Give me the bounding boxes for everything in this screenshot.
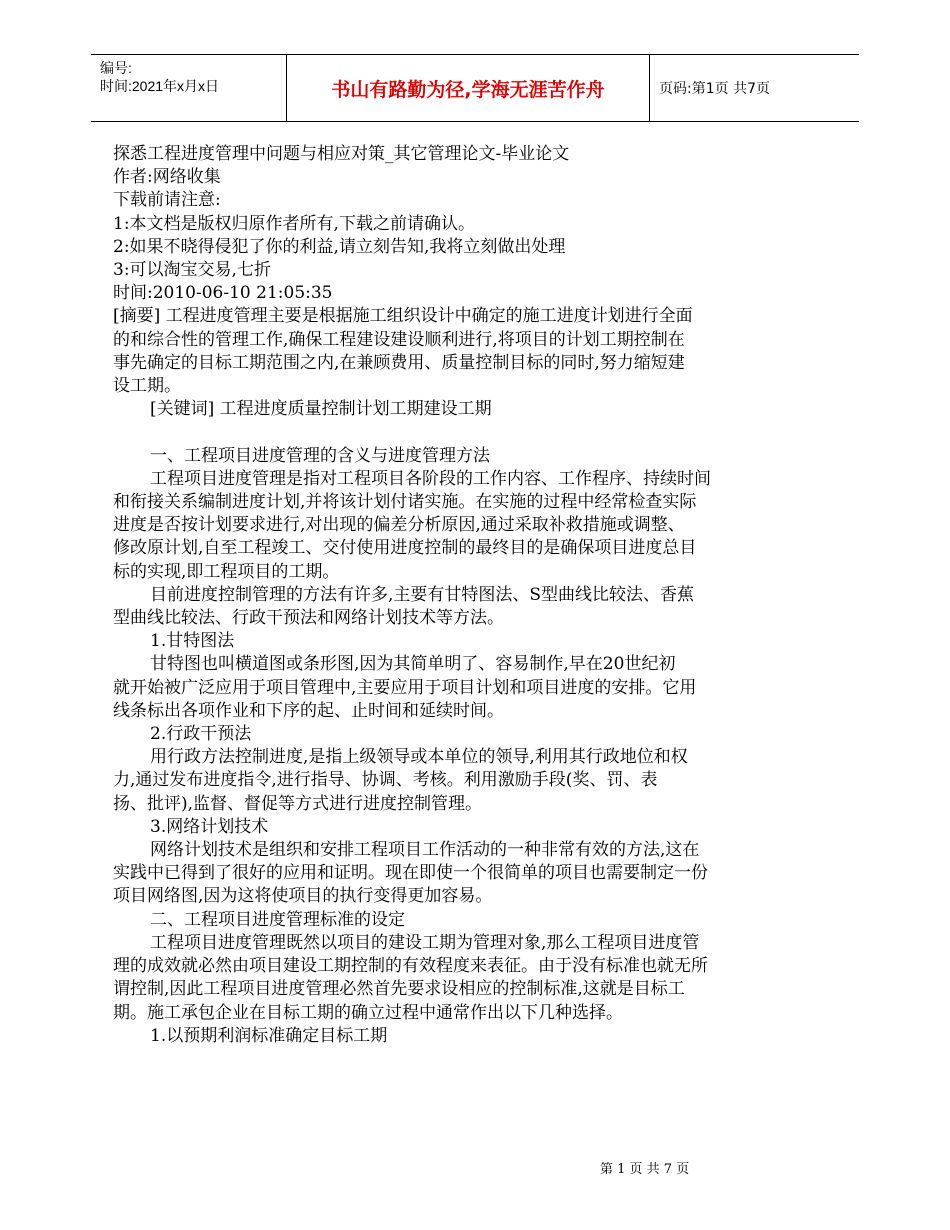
paragraph-line: 扬、批评),监督、督促等方式进行进度控制管理。 bbox=[113, 793, 483, 814]
subsection-heading: 1.以预期利润标准确定目标工期 bbox=[150, 1025, 388, 1046]
blank-line bbox=[113, 421, 763, 444]
keywords: [关键词] 工程进度质量控制计划工期建设工期 bbox=[150, 399, 492, 420]
paragraph-line: 线条标出各项作业和下序的起、止时间和延续时间。 bbox=[113, 700, 504, 721]
paragraph-line: 和衔接关系编制进度计划,并将该计划付诸实施。在实施的过程中经常检查实际 bbox=[113, 492, 697, 513]
paragraph-line: 理的成效就必然由项目建设工期控制的有效程度来表征。由于没有标准也就无所 bbox=[113, 956, 708, 977]
section-heading: 一、工程项目进度管理的含义与进度管理方法 bbox=[150, 445, 490, 466]
paragraph-line: 力,通过发布进度指令,进行指导、协调、考核。利用激励手段(奖、罚、表 bbox=[113, 770, 658, 791]
doc-time-label: 时间:2021年x月x日 bbox=[100, 78, 220, 94]
paragraph-line: 目前进度控制管理的方法有许多,主要有甘特图法、S型曲线比较法、香蕉 bbox=[150, 584, 695, 605]
paragraph-line: 网络计划技术是组织和安排工程项目工作活动的一种非常有效的方法,这在 bbox=[150, 840, 700, 861]
paragraph-line: 用行政方法控制进度,是指上级领导或本单位的领导,利用其行政地位和权 bbox=[150, 747, 688, 768]
header-meta bbox=[100, 59, 219, 95]
abstract-line: 事先确定的目标工期范围之内,在兼顾费用、质量控制目标的同时,努力缩短建 bbox=[113, 352, 685, 373]
paragraph-line: 谓控制,因此工程项目进度管理必然首先要求设相应的控制标准,这就是目标工 bbox=[113, 979, 685, 1000]
doc-timestamp: 时间:2010-06-10 21:05:35 bbox=[113, 283, 333, 304]
doc-title: 探悉工程进度管理中问题与相应对策_其它管理论文-毕业论文 bbox=[113, 144, 570, 164]
paragraph-line: 期。施工承包企业在目标工期的确立过程中通常作出以下几种选择。 bbox=[113, 1002, 623, 1023]
paragraph-line: 进度是否按计划要求进行,对出现的偏差分析原因,通过采取补救措施或调整、 bbox=[113, 515, 685, 536]
paragraph-line: 实践中已得到了很好的应用和证明。现在即使一个很简单的项目也需要制定一份 bbox=[113, 863, 708, 884]
header-divider-right bbox=[649, 55, 650, 121]
subsection-heading: 2.行政干预法 bbox=[150, 724, 252, 745]
notice-item: 3:可以淘宝交易,七折 bbox=[113, 260, 271, 281]
document-body bbox=[113, 143, 763, 1048]
notice-item: 2:如果不晓得侵犯了你的利益,请立刻告知,我将立刻做出处理 bbox=[113, 236, 566, 257]
doc-author: 作者:网络收集 bbox=[113, 167, 221, 188]
abstract-line: 设工期。 bbox=[113, 376, 181, 397]
paragraph-line: 就开始被广泛应用于项目管理中,主要应用于项目计划和项目进度的安排。它用 bbox=[113, 677, 697, 698]
paragraph-line: 工程项目进度管理是指对工程项目各阶段的工作内容、工作程序、持续时间 bbox=[150, 468, 711, 489]
paragraph-line: 工程项目进度管理既然以项目的建设工期为管理对象,那么工程项目进度管 bbox=[150, 932, 700, 953]
paragraph-line: 型曲线比较法、行政干预法和网络计划技术等方法。 bbox=[113, 608, 504, 629]
section-heading: 二、工程项目进度管理标准的设定 bbox=[150, 909, 405, 930]
abstract-line: [摘要] 工程进度管理主要是根据施工组织设计中确定的施工进度计划进行全面 bbox=[113, 306, 693, 327]
paragraph-line: 标的实现,即工程项目的工期。 bbox=[113, 561, 340, 582]
notice-item: 1:本文档是版权归原作者所有,下载之前请确认。 bbox=[113, 213, 475, 234]
notice-heading: 下载前请注意: bbox=[113, 190, 221, 211]
paragraph-line: 甘特图也叫横道图或条形图,因为其简单明了、容易制作,早在20世纪初 bbox=[150, 654, 676, 675]
doc-number-label: 编号: bbox=[100, 60, 132, 76]
subsection-heading: 1.甘特图法 bbox=[150, 631, 235, 652]
subsection-heading: 3.网络计划技术 bbox=[150, 816, 269, 837]
header-motto: 书山有路勤为径,学海无涯苦作舟 bbox=[331, 78, 605, 101]
page-footer: 第 1 页 共 7 页 bbox=[600, 1162, 690, 1177]
paragraph-line: 项目网络图,因为这将使项目的执行变得更加容易。 bbox=[113, 886, 493, 907]
header-page-info: 页码:第1页 共7页 bbox=[659, 81, 770, 97]
paragraph-line: 修改原计划,自至工程竣工、交付使用进度控制的最终目的是确保项目进度总目 bbox=[113, 538, 697, 559]
abstract-line: 的和综合性的管理工作,确保工程建设建设顺利进行,将项目的计划工期控制在 bbox=[113, 329, 685, 350]
document-header bbox=[91, 54, 859, 122]
